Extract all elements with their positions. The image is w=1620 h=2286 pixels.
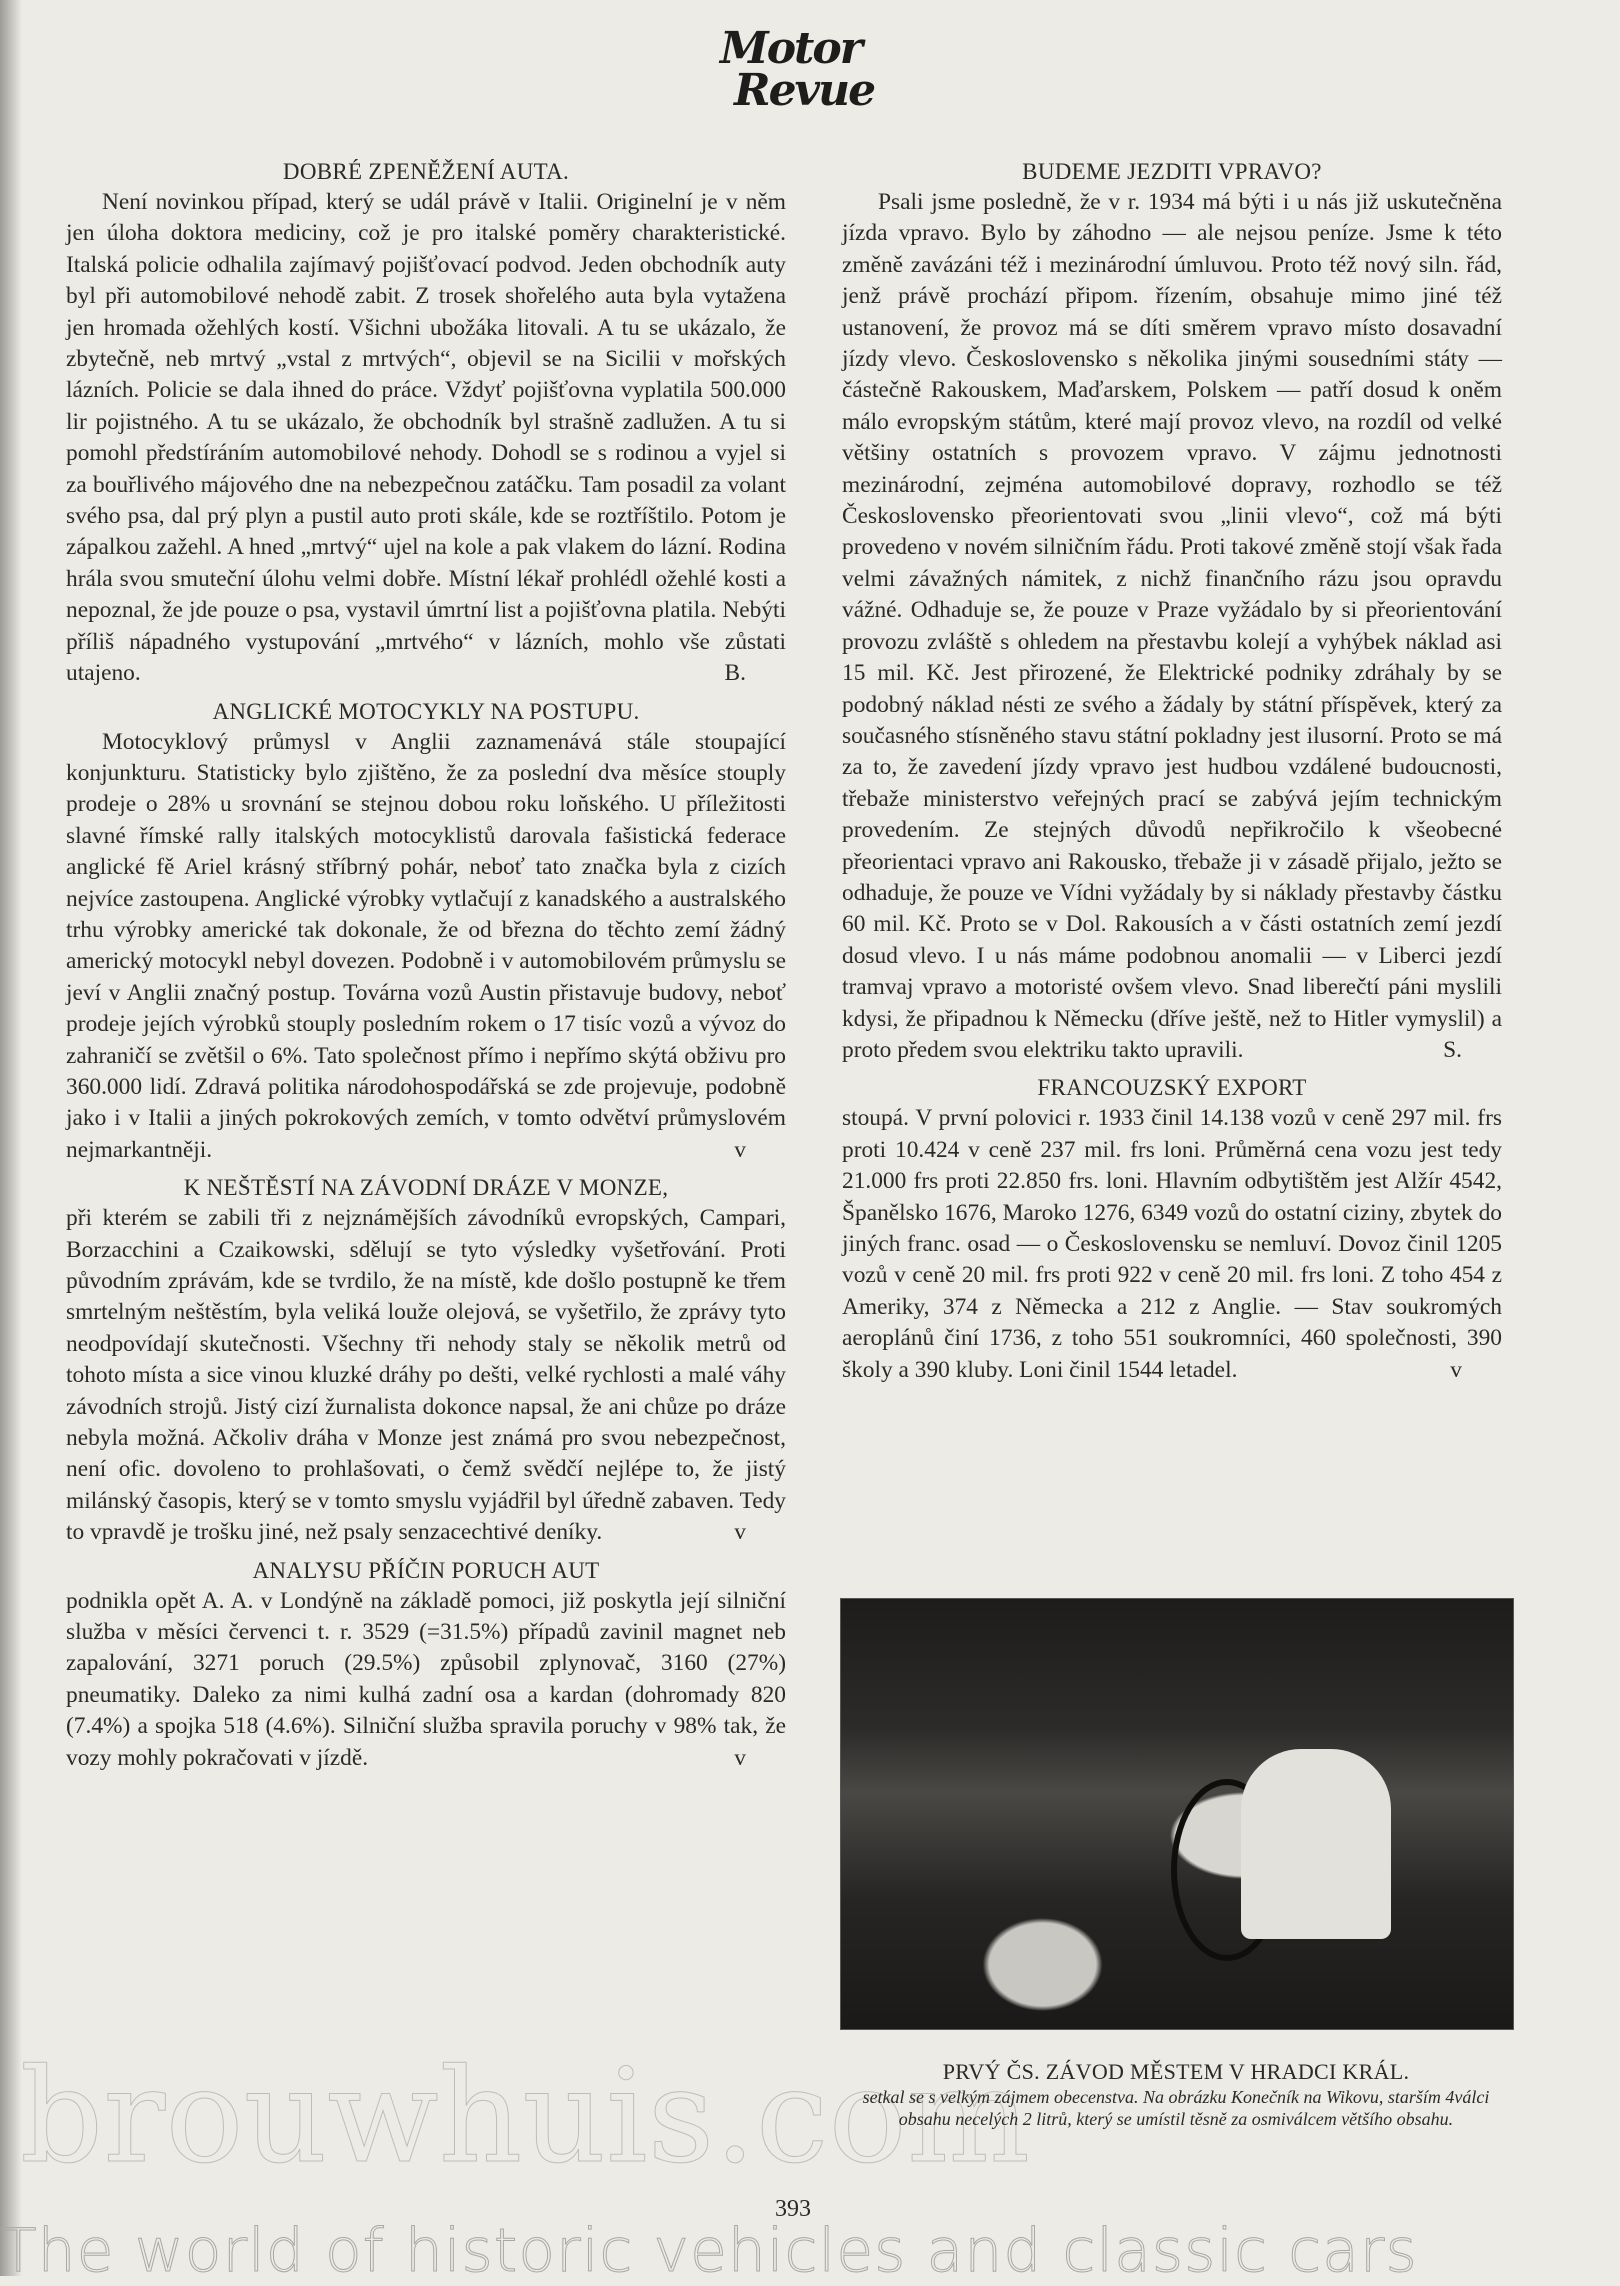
article-headline: BUDEME JEZDITI VPRAVO? <box>1022 159 1322 184</box>
watermark-tagline: The world of historic vehicles and classic cars <box>0 2216 1418 2286</box>
article-signature: B. <box>724 660 746 687</box>
page-edge-shadow <box>0 0 22 2276</box>
right-column <box>842 150 1502 1386</box>
article-signature: v <box>734 1519 746 1546</box>
article-budeme-jezditi-vpravo <box>842 156 1502 1066</box>
article-body: stoupá. V první polovici r. 1933 činil 14.138 vozů v ceně 297 mil. frs proti 10.424 v ceně 237 mil. frs loni. Průměrná cena vozu jest tedy 21.000 frs proti 22.850 frs. loni. Hlavním odbytištěm jest Alžír 4542, Španělsko 1676, Maroko 1276, 6349 vozů do ostatní ciziny, zbytek do jiných franc. osad — o Československu se nemluví. Dovoz činil 1205 vozů v ceně 20 mil. frs proti 922 v ceně 20 mil. frs loni. Z toho 454 z Ameriky, 374 z Německa a 212 z Anglie. — Stav soukromých aeroplánů činí 1736, z toho 551 soukromníci, 460 společnosti, 390 školy a 390 kluby. Loni činil 1544 letadel. v <box>842 1103 1502 1386</box>
masthead-logo <box>720 23 875 116</box>
article-dobre-zpenezeni-auta <box>66 156 786 690</box>
caption-body: setkal se s velkým zájmem obecenstva. Na obrázku Konečník na Wikovu, starším 4válci obsahu necelých 2 litrů, který se umístil těsně za osmiválcem většího obsahu. <box>862 2087 1490 2129</box>
article-analysa-poruch <box>66 1555 786 1774</box>
article-body: podnikla opět A. A. v Londýně na základě pomoci, již poskytla její silniční služba v měsíci červenci t. r. 3529 (=31.5%) případů zavinil magnet neb zapalování, 3271 poruch (29.5%) způsobil zplynovač, 3160 (27%) pneumatiky. Daleko za nimi kulhá zadní osa a kardan (dohromady 820 (7.4%) a spojka 518 (4.6%). Silniční služba spravila poruchy v 98% tak, že vozy mohly pokračovati v jízdě. v <box>66 1586 786 1774</box>
article-signature: v <box>1450 1356 1462 1383</box>
article-headline: ANALYSU PŘÍČIN PORUCH AUT <box>252 1557 600 1583</box>
page-number: 393 <box>775 2196 811 2222</box>
article-body: Psali jsme posledně, že v r. 1934 má býti i u nás již uskutečněna jízda vpravo. Bylo by záhodno — ale nejsou peníze. Jsme k této změně zavázáni též i mezinárodní úmluvou. Proto též nový siln. řád, jenž právě prochází připom. řízením, obsahuje mimo jiné též ustanovení, že provoz má se díti směrem vpravo místo dosavadní jízdy vlevo. Československo s několika jinými sousedními státy — částečně Rakouskem, Maďarskem, Polskem — patří dosud k oněm málo evropským státům, které mají provoz vlevo, na rozdíl od velké většiny ostatních s provozem vpravo. V zájmu jednotnosti mezinárodní, zejména automobilové dopravy, rozhodlo se též Československo přeorientovati svou „linii vlevo“, což má býti provedeno v novém silničním řádu. Proti takové změně stojí však řada velmi závažných námitek, z nichž finančního rázu jsou opravdu vážné. Odhaduje se, že pouze v Praze vyžádalo by si přeorientování provozu zvláště s ohledem na přestavbu kolejí a vyhýbek náklad asi 15 mil. Kč. Jest přirozené, že Elektrické podniky zdráhaly by se podobný náklad nésti ze svého a žádaly by státní příspěvek, který za současného stísněného stavu státní pokladny jest ilusorní. Proto se má za to, že zavedení jízdy vpravo jest hudbou vzdálené budoucnosti, třebaže ministerstvo veřejných prací se zabývá jejím technickým provedením. Ze stejných důvodů nepřikročilo k všeobecné přeorientaci vpravo ani Rakousko, třebaže ji v zásadě přijalo, ježto se odhaduje, že pouze ve Vídni vyžádaly by si náklady přestavby částku 60 mil. Kč. Proto se v Dol. Rakousích a v části ostatních zemí jezdí dosud vlevo. I u nás máme podobnou anomalii — v Liberci jezdí tramvaj vpravo a motoristé ovšem vlevo. Snad liberečtí páni myslili kdysi, že připadnou k Německu (dříve ještě, než to Hitler vymyslil) a proto předem svou elektriku takto upravili. S. <box>842 187 1502 1066</box>
left-column <box>66 150 786 1774</box>
watermark-url: brouwhuis.com <box>20 2040 1031 2192</box>
article-headline: K NEŠTĚSTÍ NA ZÁVODNÍ DRÁZE V MONZE, <box>183 1175 669 1201</box>
article-headline: FRANCOUZSKÝ EXPORT <box>1037 1075 1307 1101</box>
article-francouzsky-export <box>842 1072 1502 1386</box>
article-body: Není novinkou případ, který se udál právě v Italii. Originelní je v něm jen úloha doktora mediciny, což je pro italské poměry charakteristické. Italská policie odhalila zajímavý pojišťovací podvod. Jeden obchodník auty byl při automobilové nehodě zabit. Z trosek shořelého auta byla vytažena jen hromada ožehlých kostí. Všichni ubožáka litovali. A tu se ukázalo, že zbytečně, neb mrtvý „vstal z mrtvých“, objevil se na Sicilii v mořských lázních. Policie se dala ihned do práce. Vždyť pojišťovna vyplatila 500.000 lir pojistného. A tu se ukázalo, že obchodník byl strašně zadlužen. A tu si pomohl předstíráním automobilové nehody. Dohodl se s rodinou a vyjel si za bouřlivého májového dne na nebezpečnou zatáčku. Tam posadil za volant svého psa, dal prý plyn a pustil auto proti skále, kde se roztříštilo. Potom je zápalkou zažehl. A hned „mrtvý“ ujel na kole a pak vlakem do lázní. Rodina hrála svou smuteční úlohu velmi dobře. Místní lékař prohlédl ožehlé kosti a nepoznal, že jde pouze o psa, vystavil úmrtní list a pojišťovna platila. Nebýti příliš nápadného vystupování „mrtvého“ v lázních, mohlo vše zůstati utajeno. B. <box>66 187 786 690</box>
article-body: při kterém se zabili tři z nejznámějších závodníků evropských, Campari, Borzacchini a Czaikowski, sdělují se tyto výsledky vyšetřování. Proti původním zprávám, kde se tvrdilo, že na místě, kde došlo postupně ke třem smrtelným neštěstím, byla veliká louže olejová, se vyšetřilo, že zprávy tyto neodpovídají skutečnosti. Všechny tři nehody staly se několik metrů od tohoto místa a sice vinou kluzké dráhy po dešti, velké rychlosti a malé váhy závodních strojů. Jistý cizí žurnalista dokonce napsal, že ani chůze po dráze nebyla možná. Ačkoliv dráha v Monze jest známá pro svou nebezpečnost, není ofic. dovoleno to prohlašovati, o čemž svědčí nejlépe to, že jistý milánský časopis, který se v tomto smyslu vyjádřil byl úředně zabaven. Tedy to vpravdě je trošku jiné, než psaly senzacechtivé deníky. v <box>66 1203 786 1548</box>
article-body: Motocyklový průmysl v Anglii zaznamenává stále stoupající konjunkturu. Statisticky bylo zjištěno, že za poslední dva měsíce stouply prodeje o 28% u srovnání se stejnou dobou roku loňského. U příležitosti slavné římské rally italských motocyklistů darovala fašistická federace anglické fě Ariel krásný stříbrný pohár, neboť tato značka byla z cizích nejvíce zastoupena. Anglické výrobky vytlačují z kanadského a australského trhu výrobky americké tak dokonale, že od března do těchto zemí žádný americký motocykl nebyl dovezen. Podobně i v automobilovém průmyslu se jeví v Anglii značný postup. Továrna vozů Austin přistavuje budovy, neboť prodeje jejích výrobků stouply posledním rokem o 17 tisíc vozů a vývoz do zahraničí se zvětšil o 6%. Tato společnost přímo i nepřímo skýtá obživu pro 360.000 lidí. Zdravá politika národohospodářská se zde projevuje, podobně jako i v Italii a jiných pokrokových zemích, v tomto odvětví průmyslovém nejmarkantněji. v <box>66 727 786 1167</box>
photo-driver <box>1241 1749 1391 1939</box>
article-headline: DOBRÉ ZPENĚŽENÍ AUTA. <box>282 159 570 184</box>
masthead-line-1: Motor <box>720 23 861 74</box>
photo-crowd <box>841 1629 1513 1739</box>
article-signature: v <box>734 1136 746 1163</box>
article-anglicke-motocykly <box>66 696 786 1167</box>
masthead-line-2: Revue <box>734 64 875 116</box>
article-headline: ANGLICKÉ MOTOCYKLY NA POSTUPU. <box>212 698 640 724</box>
caption-title: PRVÝ ČS. ZÁVOD MĚSTEM V HRADCI KRÁL. <box>942 2059 1410 2084</box>
article-signature: S. <box>1443 1036 1462 1063</box>
race-car-photo <box>840 1598 1514 2030</box>
article-signature: v <box>734 1744 746 1771</box>
article-nestesti-monza <box>66 1172 786 1548</box>
photo-caption <box>840 2058 1512 2130</box>
